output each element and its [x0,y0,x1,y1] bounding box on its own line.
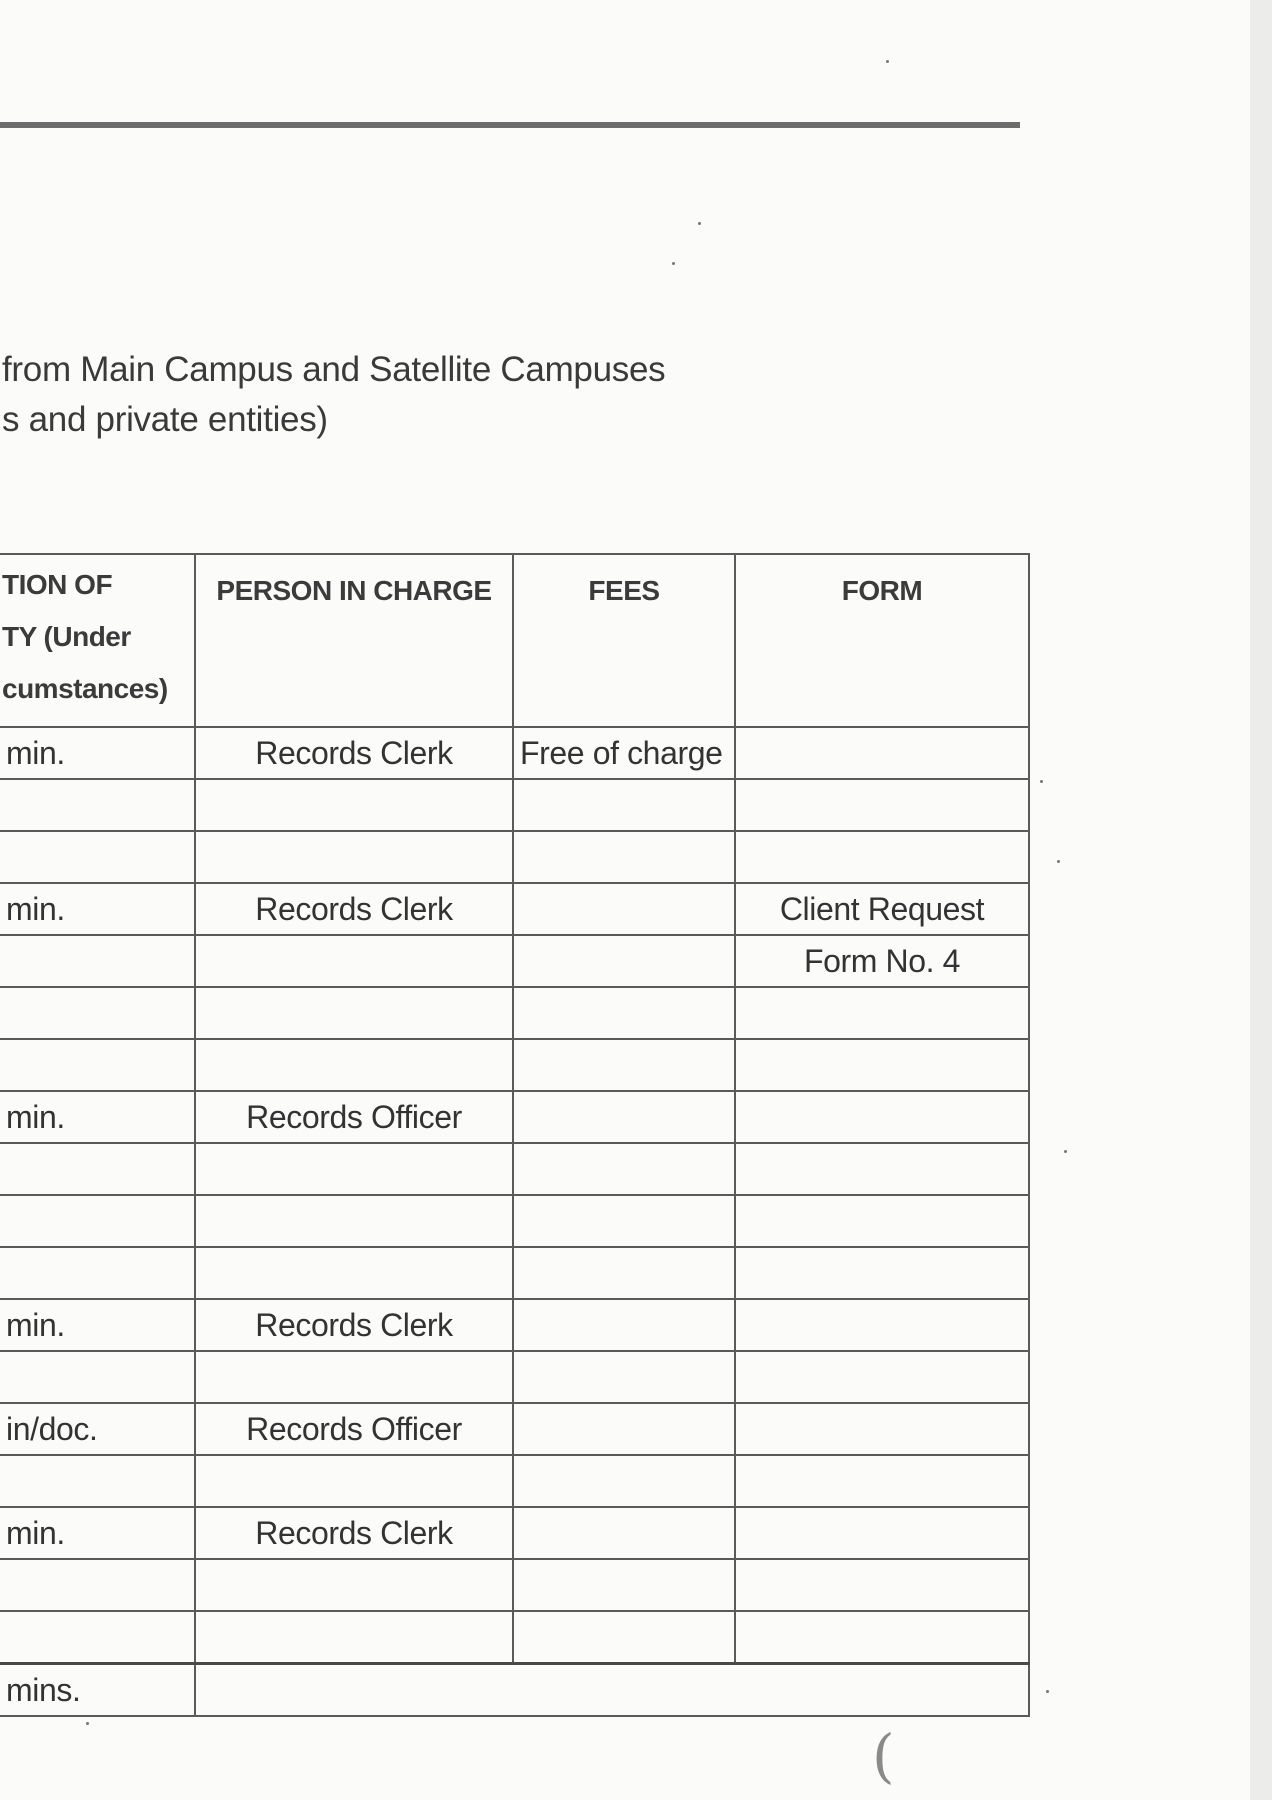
person-in-charge-cell [195,1247,513,1299]
form-cell [735,727,1029,779]
fees-cell [513,883,735,935]
person-in-charge-cell: Records Clerk [195,1299,513,1351]
fees-cell [513,1299,735,1351]
form-cell [735,779,1029,831]
table-row [0,935,1029,987]
person-in-charge-cell [195,1143,513,1195]
table-row [0,1143,1029,1195]
form-cell [735,1143,1029,1195]
fees-cell [513,1611,735,1664]
person-in-charge-cell [195,779,513,831]
duration-cell [0,1611,195,1664]
person-in-charge-cell: Records Officer [195,1091,513,1143]
table-row [0,1091,1029,1143]
fees-cell [513,1559,735,1611]
table-row [0,987,1029,1039]
duration-cell: min. [0,1507,195,1559]
form-cell [735,1247,1029,1299]
person-in-charge-cell: Records Clerk [195,883,513,935]
form-cell [735,1559,1029,1611]
fees-cell [513,1455,735,1507]
duration-cell: min. [0,883,195,935]
header-duration [0,554,195,727]
header-form: FORM [735,554,1029,727]
form-cell [735,1403,1029,1455]
table-row [0,1351,1029,1403]
form-cell [735,1091,1029,1143]
stray-mark: ( [872,1722,895,1790]
duration-cell [0,779,195,831]
table-body [0,727,1029,1664]
fees-cell [513,1143,735,1195]
table-row [0,1195,1029,1247]
duration-cell [0,935,195,987]
table-row [0,831,1029,883]
header-duration-line: TY (Under [2,621,131,652]
person-in-charge-cell: Records Clerk [195,727,513,779]
person-in-charge-cell: Records Officer [195,1403,513,1455]
person-in-charge-cell [195,1039,513,1091]
form-cell [735,1299,1029,1351]
scan-speck [672,262,675,265]
header-duration-line: TION OF [2,569,113,600]
duration-cell [0,1247,195,1299]
form-cell [735,831,1029,883]
fees-cell [513,1195,735,1247]
scan-speck [1064,1150,1067,1153]
table-row [0,779,1029,831]
duration-cell [0,1455,195,1507]
duration-cell [0,1559,195,1611]
scan-edge-shadow [1250,0,1272,1800]
fees-cell [513,987,735,1039]
form-cell [735,1351,1029,1403]
duration-cell: in/doc. [0,1403,195,1455]
person-in-charge-cell [195,987,513,1039]
fees-cell [513,831,735,883]
table-row [0,1559,1029,1611]
table-row [0,1299,1029,1351]
header-fees: FEES [513,554,735,727]
duration-cell: min. [0,727,195,779]
fees-cell [513,1403,735,1455]
scan-speck [1046,1690,1049,1693]
scan-speck [1040,780,1043,783]
fees-cell [513,1247,735,1299]
scan-speck [886,60,889,63]
fees-cell [513,1507,735,1559]
table-row [0,727,1029,779]
scan-speck [698,222,701,225]
fees-cell [513,1039,735,1091]
person-in-charge-cell [195,1611,513,1664]
subtitle-line-1: from Main Campus and Satellite Campuses [2,350,666,389]
duration-cell [0,1039,195,1091]
table-row [0,1507,1029,1559]
form-cell [735,1455,1029,1507]
fees-cell [513,1091,735,1143]
duration-cell [0,1195,195,1247]
person-in-charge-cell [195,1455,513,1507]
table-row [0,1455,1029,1507]
form-cell [735,1039,1029,1091]
procedure-table [0,553,1030,1717]
fees-cell [513,1351,735,1403]
person-in-charge-cell [195,1559,513,1611]
duration-cell [0,831,195,883]
person-in-charge-cell [195,831,513,883]
fees-cell: Free of charge [513,727,735,779]
person-in-charge-cell [195,1195,513,1247]
person-in-charge-cell: Records Clerk [195,1507,513,1559]
top-rule-divider [0,122,1020,128]
duration-cell [0,1351,195,1403]
duration-cell [0,987,195,1039]
form-cell: Client Request [735,883,1029,935]
form-cell [735,1507,1029,1559]
form-cell: Form No. 4 [735,935,1029,987]
table-row [0,1039,1029,1091]
total-duration: mins. [0,1664,195,1717]
table-row [0,1611,1029,1664]
subtitle-line-2: s and private entities) [2,400,328,439]
table-row [0,1403,1029,1455]
person-in-charge-cell [195,935,513,987]
form-cell [735,1611,1029,1664]
header-person-in-charge: PERSON IN CHARGE [195,554,513,727]
total-empty-cell [195,1664,1029,1717]
duration-cell: min. [0,1299,195,1351]
header-duration-line: cumstances) [2,673,168,704]
fees-cell [513,935,735,987]
table-row [0,1247,1029,1299]
form-cell [735,987,1029,1039]
table-header-row [0,554,1029,727]
duration-cell [0,1143,195,1195]
scan-speck [1057,860,1060,863]
person-in-charge-cell [195,1351,513,1403]
fees-cell [513,779,735,831]
total-row [0,1664,1029,1717]
scan-speck [86,1722,89,1725]
form-cell [735,1195,1029,1247]
table-row [0,883,1029,935]
duration-cell: min. [0,1091,195,1143]
